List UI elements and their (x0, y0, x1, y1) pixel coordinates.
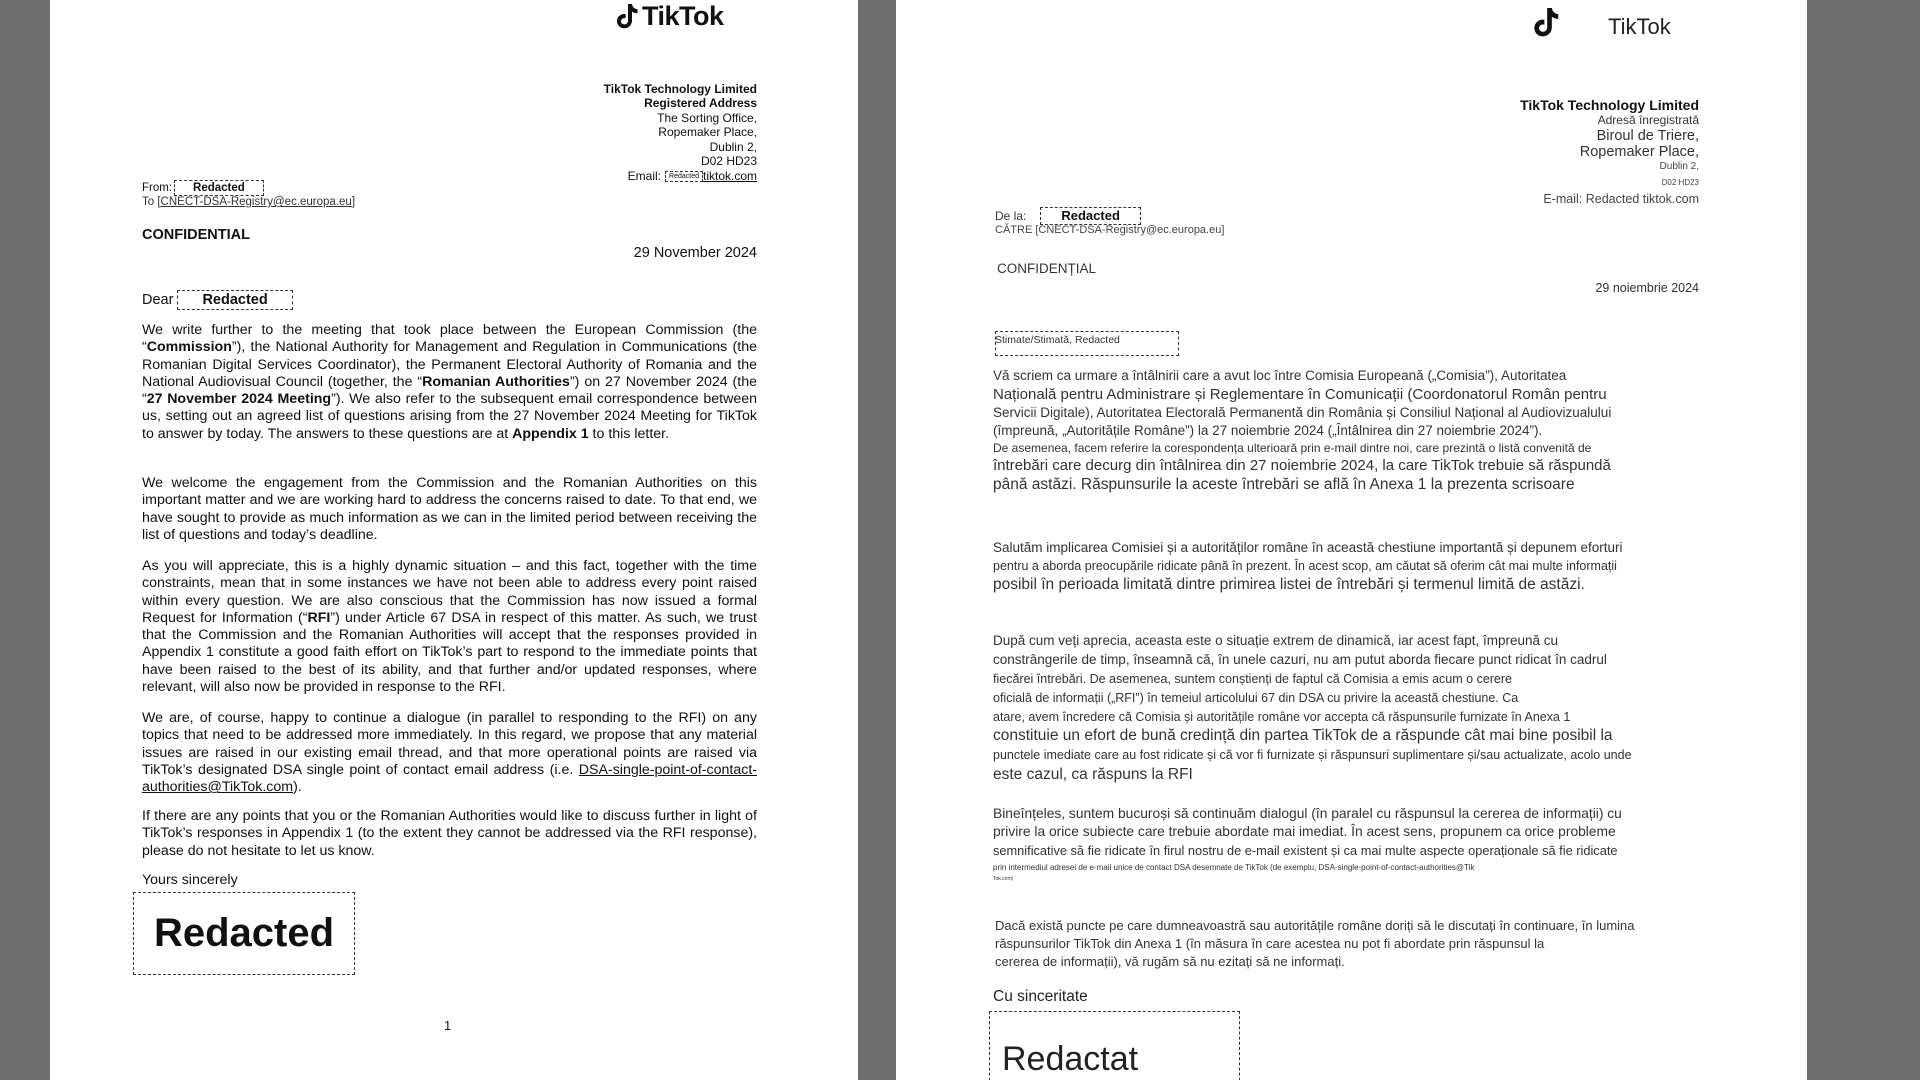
defined-term-romanian-authorities: Romanian Authorities (422, 373, 570, 390)
address-line: Registered Address (644, 96, 757, 111)
letter-date: 29 noiembrie 2024 (1595, 281, 1699, 295)
text-run: ”). We also refer to the subsequent email correspondence between us, setting out an agreed list of questions arising from the 27 November 2024 Meeting for TikTok to answer by today. The answers to these questions are at (142, 391, 757, 442)
paragraph-engagement (993, 538, 1623, 595)
romanian-translation-page (896, 0, 1807, 1080)
text-line: Dacă există puncte pe care dumneavoastră sau autoritățile române doriți să le discutați în continuare, în lumina (995, 918, 1635, 933)
paragraph-dynamic-situation (142, 558, 757, 696)
text-run: ”) on 27 November 2024 (the “ (142, 373, 757, 408)
from-redaction-box: Redacted (174, 180, 264, 196)
address-line: Biroul de Triere, (1596, 128, 1699, 144)
text-line: După cum veți aprecia, aceasta este o situație extrem de dinamică, iar acest fapt, împreună cu (993, 633, 1559, 648)
text-run: to this letter. (588, 425, 670, 442)
text-line: cererea de informații), vă rugăm să nu ezitați să ne informați. (995, 954, 1345, 969)
text-line: prin intermediul adresei de e-mail unice de contact DSA desemnate de TikTok (de exemplu, DSA-single-point-of-contact-authorities@Tik (993, 863, 1475, 872)
text-line: până astăzi. Răspunsurile la aceste întrebări se află în Anexa 1 la prezenta scrisoare (993, 476, 1575, 493)
address-line: D02 HD23 (700, 154, 757, 169)
paragraph-engagement: We welcome the engagement from the Commission and the Romanian Authorities on this important matter and we are working hard to address the concerns raised to date. To that end, we have sought to provide as much information as we can in the limited period between receiving the list of questions and today’s deadline. (142, 475, 757, 543)
appendix-reference: Appendix 1 (512, 425, 589, 442)
dear-redaction-box: Redacted (177, 290, 292, 310)
text-line: Bineînțeles, suntem bucuroși să continuăm dialogul (în paralel cu răspunsul la cererea de informații) cu (993, 806, 1622, 821)
text-line: Vă scriem ca urmare a întâlnirii care a avut loc între Comisia Europeană („Comisia”), Autoritatea (993, 368, 1567, 383)
text-run: ”), the National Authority for Management and Regulation in Communications (the Romanian Digital Services Coordinator), the Permanent Electoral Authority of Romania and the National Audiovisual Council (together, the “ (142, 339, 757, 390)
defined-term-meeting: 27 November 2024 Meeting (146, 391, 332, 408)
salutation (142, 290, 293, 310)
from-label: De la: (995, 209, 1027, 223)
paragraph-dynamic-situation (993, 632, 1632, 785)
salutation: Stimate/Stimată, Redacted (995, 334, 1120, 346)
text-line: pentru a aborda preocupările ridicate până în prezent. În acest scop, am căutat să oferim cât mai multe informații (993, 559, 1617, 573)
defined-term-rfi: RFI (307, 609, 331, 626)
tiktok-logo (615, 0, 724, 32)
text-line: privire la orice subiecte care trebuie abordate mai imediat. În acest sens, propunem ca orice probleme (993, 824, 1616, 839)
from-redaction-box: Redacted (1040, 207, 1141, 225)
paragraph-dialogue (993, 805, 1622, 883)
text-line: întrebări care decurg din întâlnirea din 27 noiembrie 2024, la care TikTok trebuie să răspundă (993, 457, 1611, 474)
signature-redaction-box: Redacted (133, 892, 355, 975)
company-address (604, 82, 757, 184)
address-line: The Sorting Office, (657, 110, 757, 125)
to-line: CĂTRE [CNECT-DSA-Registry@ec.europa.eu] (995, 224, 1225, 236)
logo-text: TikTok (642, 0, 724, 31)
text-run: We write further to the meeting that took place between the European Commission (the “ (142, 322, 757, 356)
text-line: posibil în perioada limitată dintre primirea listei de întrebări și termenul limită de astăzi. (993, 576, 1585, 593)
text-line: punctele imediate care au fost ridicate și că vor fi furnizate și răspunsuri suplimentare și/sau actualizate, acolo unde (993, 748, 1632, 762)
text-line: constrângerile de timp, înseamnă că, în unele cazuri, nu am putut aborda fiecare punct ridicat în cadrul (993, 652, 1607, 667)
from-line (995, 207, 1141, 225)
dsa-contact-email-link[interactable]: DSA-single-point-of-contact-authorities@TikTok.com (142, 761, 757, 796)
email-redaction-box: Redacted (665, 171, 703, 182)
to-line (142, 196, 355, 208)
text-line: Națională pentru Administrare și Reglementare în Comunicații (Coordonatorul Român pentru (993, 386, 1607, 403)
address-line: Dublin 2, (709, 139, 757, 154)
text-line: oficială de informații („RFI”) în temeiul articolului 67 din DSA cu privire la această chestiune. Ca (993, 691, 1519, 705)
text-line: Tok.com) (993, 876, 1014, 882)
to-close: ] (351, 196, 356, 208)
address-line: Adresă înregistrată (1597, 113, 1699, 127)
from-label: From: (142, 182, 173, 194)
text-line: (împreună, „Autoritățile Române”) la 27 noiembrie 2024 („Întâlnirea din 27 noiembrie 2024”). (993, 423, 1543, 438)
to-email-link[interactable]: CNECT-DSA-Registry@ec.europa.eu (160, 196, 352, 208)
text-line: este cazul, ca răspuns la RFI (993, 766, 1193, 783)
text-run: As you will appreciate, this is a highly dynamic situation – and this fact, together with the time constraints, mean that in some instances we have not been able to address every point raised within every question. We are also conscious that the Commission has now issued a formal Request for Information (“ (142, 558, 757, 626)
address-line: TikTok Technology Limited (603, 82, 757, 96)
address-line: Dublin 2, (1659, 161, 1699, 172)
english-letter-page (50, 0, 858, 1080)
text-line: semnificative să fie ridicate în firul nostru de e-mail existent și ca mai multe aspecte operaționale să fie ridicate (993, 843, 1618, 858)
confidential-label: CONFIDENȚIAL (997, 261, 1097, 276)
text-run: We are, of course, happy to continue a dialogue (in parallel to responding to the RFI) on any topics that need to be addressed more immediately. In this regard, we propose that any material issues are raised in our existing email thread, and that more operational points are raised via TikTok’s designated DSA single point of contact email address (i.e. (142, 710, 757, 778)
logo-text: TikTok (1608, 14, 1671, 39)
email-domain-link[interactable]: tiktok.com (702, 169, 757, 184)
address-line: Ropemaker Place, (1579, 144, 1699, 160)
text-line: răspunsurilor TikTok din Anexa 1 (în măsura în care acestea nu pot fi abordate prin răspunsul la (995, 936, 1545, 951)
tiktok-note-icon (1532, 4, 1560, 40)
confidential-label: CONFIDENTIAL (142, 227, 250, 243)
page-number: 1 (444, 1018, 452, 1033)
to-label: To [ (142, 196, 161, 208)
text-line: constituie un efort de bună credință din partea TikTok de a răspunde cât mai bine posibil la (993, 727, 1613, 744)
letter-date: 29 November 2024 (633, 245, 757, 261)
text-line: Salutăm implicarea Comisiei și a autorităților române în această chestiune importantă și depunem eforturi (993, 540, 1623, 555)
email-label: Email: (627, 169, 662, 184)
from-line (142, 180, 264, 196)
text-run: ). (293, 779, 302, 796)
defined-term-commission: Commission (146, 339, 232, 356)
text-line: Servicii Digitale), Autoritatea Electorală Permanentă din România și Consiliul Național al Audiovizualului (993, 405, 1612, 420)
text-line: De asemenea, facem referire la corespondența ulterioară prin e-mail dintre noi, care prezintă o listă convenită de (993, 441, 1592, 455)
paragraph-meeting (142, 322, 757, 443)
tiktok-note-icon-wrap (1532, 4, 1560, 45)
text-line: fiecărei întrebări. De asemenea, suntem conștienți de faptul că Comisia a emis acum o cerere (993, 672, 1512, 686)
signature-redaction-box: Redactat (989, 1011, 1240, 1080)
dear-label: Dear (142, 292, 174, 308)
paragraph-further-discussion (995, 916, 1635, 971)
text-run: ”) under Article 67 DSA in respect of this matter. As such, we trust that the Commission and the Romanian Authorities will accept that the responses provided in Appendix 1 constitute a good faith effort on TikTok’s part to respond to the immediate points that have been raised to the best of its ability, and that further and/or updated responses, where relevant, will also now be provided in response to the RFI. (142, 609, 757, 696)
closing: Cu sinceritate (993, 988, 1088, 1005)
address-line: TikTok Technology Limited (1520, 97, 1699, 113)
tiktok-note-icon (615, 2, 639, 30)
email-line: E-mail: Redacted tiktok.com (1543, 192, 1699, 206)
company-address (1520, 97, 1699, 206)
paragraph-dialogue (142, 710, 757, 796)
paragraph-meeting (993, 367, 1611, 495)
address-line: Ropemaker Place, (658, 125, 757, 140)
paragraph-further-discussion: If there are any points that you or the Romanian Authorities would like to discuss further in light of TikTok’s responses in Appendix 1 (to the extent they cannot be addressed via the RFI response), please do not hesitate to let us know. (142, 808, 757, 859)
text-line: atare, avem încredere că Comisia și autoritățile române vor accepta că răspunsurile furnizate în Anexa 1 (993, 710, 1571, 724)
closing: Yours sincerely (142, 872, 238, 888)
address-line: D02 HD23 (1661, 178, 1699, 187)
